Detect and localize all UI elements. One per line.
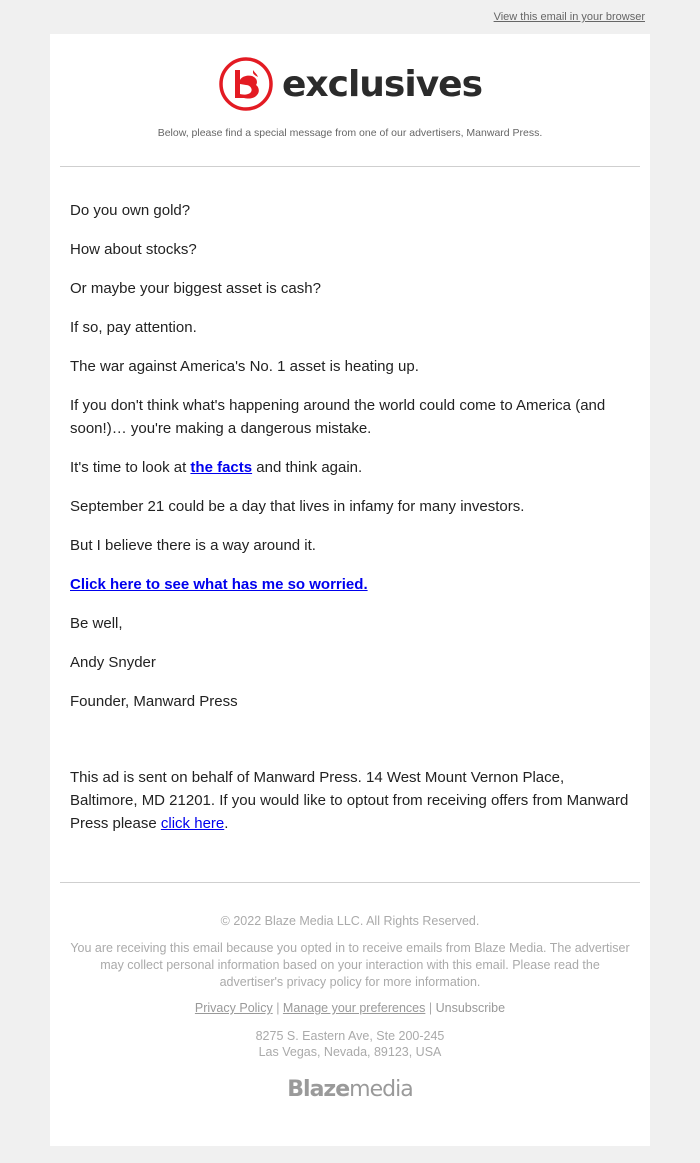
advertiser-intro: Below, please find a special message from one of our advertisers, Manward Press. <box>157 127 543 139</box>
facts-text-before: It's time to look at <box>70 459 191 476</box>
footer-links <box>70 1001 630 1015</box>
blaze-b-icon <box>218 56 274 112</box>
ad-disclaimer <box>70 766 630 835</box>
blaze-logo-word: Blaze <box>287 1077 350 1102</box>
paragraph-war: The war against America's No. 1 asset is heating up. <box>70 358 419 375</box>
brand-logo <box>50 54 650 114</box>
cta-link[interactable]: Click here to see what has me so worried. <box>70 576 368 593</box>
unsubscribe-link[interactable]: Unsubscribe <box>435 1001 506 1015</box>
disclaimer-end: . <box>224 815 229 832</box>
paragraph-cash: Or maybe your biggest asset is cash? <box>70 280 321 297</box>
signoff: Be well, <box>70 615 123 632</box>
top-bar <box>0 0 700 34</box>
copyright: © 2022 Blaze Media LLC. All Rights Reserved. <box>220 914 480 928</box>
blaze-media-logo <box>50 1077 650 1102</box>
address-line-2: Las Vegas, Nevada, 89123, USA <box>258 1045 442 1059</box>
manage-preferences-link[interactable]: Manage your preferences <box>282 1001 426 1015</box>
email-card <box>50 34 650 1146</box>
the-facts-link[interactable]: the facts <box>190 459 253 476</box>
author-title: Founder, Manward Press <box>70 693 238 710</box>
paragraph-way-around: But I believe there is a way around it. <box>70 537 316 554</box>
paragraph-mistake: If you don't think what's happening around the world could come to America (and soon!)… you're making a dangerous mistake. <box>70 397 606 437</box>
message-body <box>70 199 630 729</box>
view-in-browser-link[interactable]: View this email in your browser <box>493 11 645 23</box>
paragraph-stocks: How about stocks? <box>70 241 197 258</box>
privacy-policy-link[interactable]: Privacy Policy <box>194 1001 273 1015</box>
address-line-1: 8275 S. Eastern Ave, Ste 200-245 <box>255 1029 445 1043</box>
paragraph-facts <box>70 456 630 479</box>
facts-text-after: and think again. <box>252 459 363 476</box>
optout-link[interactable]: click here <box>160 815 225 832</box>
paragraph-gold: Do you own gold? <box>70 202 191 219</box>
separator: | <box>428 1001 433 1015</box>
disclaimer-text: This ad is sent on behalf of Manward Press. 14 West Mount Vernon Place, Baltimore, MD 21201. If you would like to optout from receiving offers from Manward Press please <box>70 769 629 832</box>
brand-name: exclusives <box>281 63 483 105</box>
author-name: Andy Snyder <box>70 654 156 671</box>
divider-top <box>60 166 640 167</box>
divider-bottom <box>60 882 640 883</box>
paragraph-attention: If so, pay attention. <box>70 319 197 336</box>
paragraph-september: September 21 could be a day that lives in infamy for many investors. <box>70 498 525 515</box>
paragraph-cta <box>70 573 630 596</box>
separator: | <box>276 1001 280 1015</box>
media-logo-word: media <box>349 1077 413 1102</box>
optin-notice: You are receiving this email because you opted in to receive emails from Blaze Media. The advertiser may collect personal information based on your interaction with this email. Please read the advertiser's privacy policy for more information. <box>70 941 630 989</box>
